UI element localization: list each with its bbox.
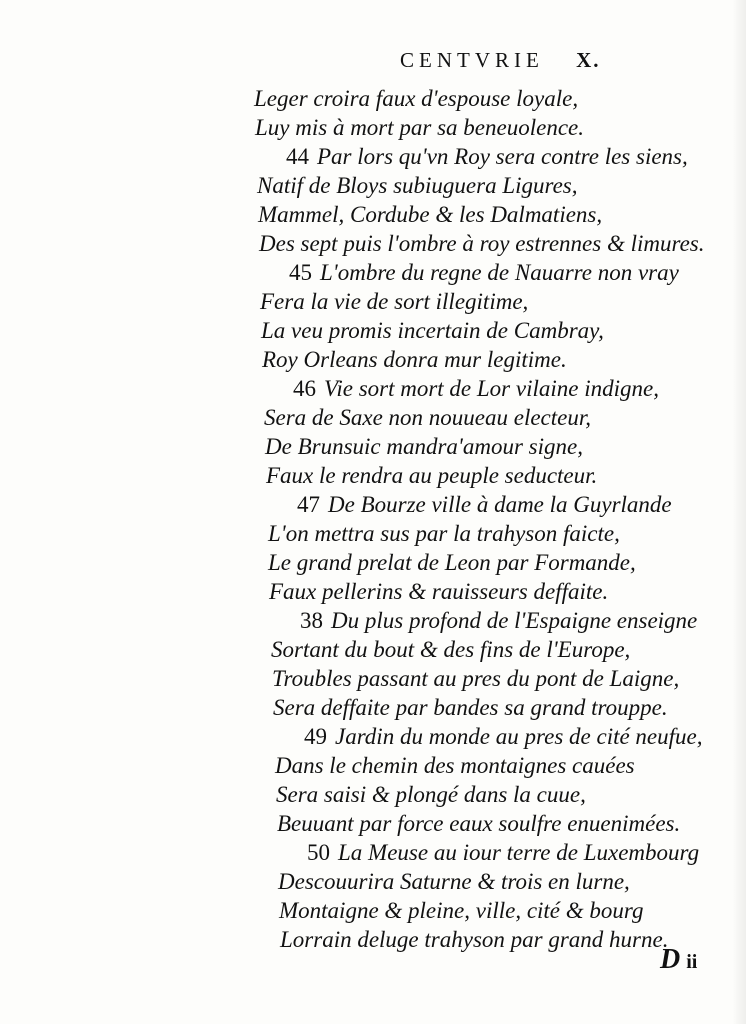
verse-line	[264, 403, 591, 433]
verse-text: Mammel, Cordube & les Dalmatiens,	[258, 202, 603, 227]
verse-text: Faux le rendra au peuple seducteur.	[266, 463, 598, 488]
quatrain-number: 44	[286, 144, 309, 169]
verse-text: La veu promis incertain de Cambray,	[261, 318, 604, 343]
verse-text: Fera la vie de sort illegitime,	[260, 289, 529, 314]
quatrain-first-line	[286, 142, 688, 172]
verse-line	[273, 693, 668, 723]
quatrain-first-line	[300, 606, 697, 636]
verse-text: De Bourze ville à dame la Guyrlande	[328, 492, 672, 517]
running-head-folio: X.	[576, 48, 601, 72]
running-head-title: CENTVRIE	[400, 48, 544, 72]
verse-line	[276, 780, 586, 810]
verse-text: La Meuse au iour terre de Luxembourg	[338, 840, 700, 865]
quatrain-first-line	[289, 258, 679, 288]
verse-line	[279, 896, 644, 926]
verse-line	[272, 664, 679, 694]
verse-line	[265, 432, 583, 462]
verse-line	[254, 84, 578, 114]
verse-text: Descouurira Saturne & trois en lurne,	[278, 869, 630, 894]
verse-text: L'on mettra sus par la trahyson faicte,	[268, 521, 620, 546]
verse-text: Sera deffaite par bandes sa grand trouppe.	[273, 695, 668, 720]
signature-number: ii	[686, 951, 698, 973]
verse-text: Faux pellerins & rauisseurs deffaite.	[269, 579, 609, 604]
verse-line	[255, 113, 584, 143]
verse-text: Leger croira faux d'espouse loyale,	[254, 86, 579, 111]
verse-text: Sortant du bout & des fins de l'Europe,	[271, 637, 631, 662]
verse-line	[278, 867, 630, 897]
verse-text: Par lors qu'vn Roy sera contre les siens,	[317, 144, 688, 169]
quatrain-number: 50	[307, 840, 330, 865]
verse-text: Vie sort mort de Lor vilaine indigne,	[324, 376, 659, 401]
verse-text: Sera saisi & plongé dans la cuue,	[276, 782, 586, 807]
verse-text: Luy mis à mort par sa beneuolence.	[255, 115, 584, 140]
verse-line	[277, 809, 680, 839]
verse-line	[260, 287, 528, 317]
page-edge-shadow	[732, 0, 746, 1024]
quatrain-number: 45	[289, 260, 312, 285]
verse-line	[268, 519, 620, 549]
verse-text: Sera de Saxe non nouueau electeur,	[264, 405, 592, 430]
quatrain-number: 46	[293, 376, 316, 401]
signature-mark	[660, 944, 697, 976]
quatrain-first-line	[307, 838, 699, 868]
verse-text: Lorrain deluge trahyson par grand hurne.	[280, 927, 669, 952]
verse-text: De Brunsuic mandra'amour signe,	[265, 434, 583, 459]
signature-letter: D	[660, 944, 681, 975]
verse-text: Troubles passant au pres du pont de Laigne,	[272, 666, 680, 691]
running-head	[400, 48, 601, 73]
quatrain-first-line	[297, 490, 672, 520]
verse-line	[268, 548, 636, 578]
verse-text: Jardin du monde au pres de cité neufue,	[335, 724, 703, 749]
verse-text: Natif de Bloys subiuguera Ligures,	[257, 173, 578, 198]
verse-text: L'ombre du regne de Nauarre non vray	[320, 260, 679, 285]
quatrain-number: 47	[297, 492, 320, 517]
verse-line	[269, 577, 608, 607]
verse-text: Beuuant par force eaux soulfre enuenimées.	[277, 811, 681, 836]
verse-line	[257, 171, 578, 201]
quatrain-first-line	[293, 374, 659, 404]
quatrain-first-line	[304, 722, 702, 752]
quatrain-number: 49	[304, 724, 327, 749]
verse-line	[259, 229, 705, 259]
verse-text: Des sept puis l'ombre à roy estrennes & limures.	[259, 231, 705, 256]
verse-line	[271, 635, 630, 665]
verse-text: Le grand prelat de Leon par Formande,	[268, 550, 636, 575]
verse-text: Dans le chemin des montaignes cauées	[275, 753, 635, 778]
verse-line	[266, 461, 597, 491]
verse-line	[258, 200, 602, 230]
verse-line	[261, 316, 604, 346]
verse-text: Du plus profond de l'Espaigne enseigne	[331, 608, 698, 633]
verse-line	[262, 345, 567, 375]
verse-line	[275, 751, 635, 781]
quatrain-number: 38	[300, 608, 323, 633]
verse-text: Roy Orleans donra mur legitime.	[262, 347, 567, 372]
verse-line	[280, 925, 668, 955]
verse-text: Montaigne & pleine, ville, cité & bourg	[279, 898, 644, 923]
